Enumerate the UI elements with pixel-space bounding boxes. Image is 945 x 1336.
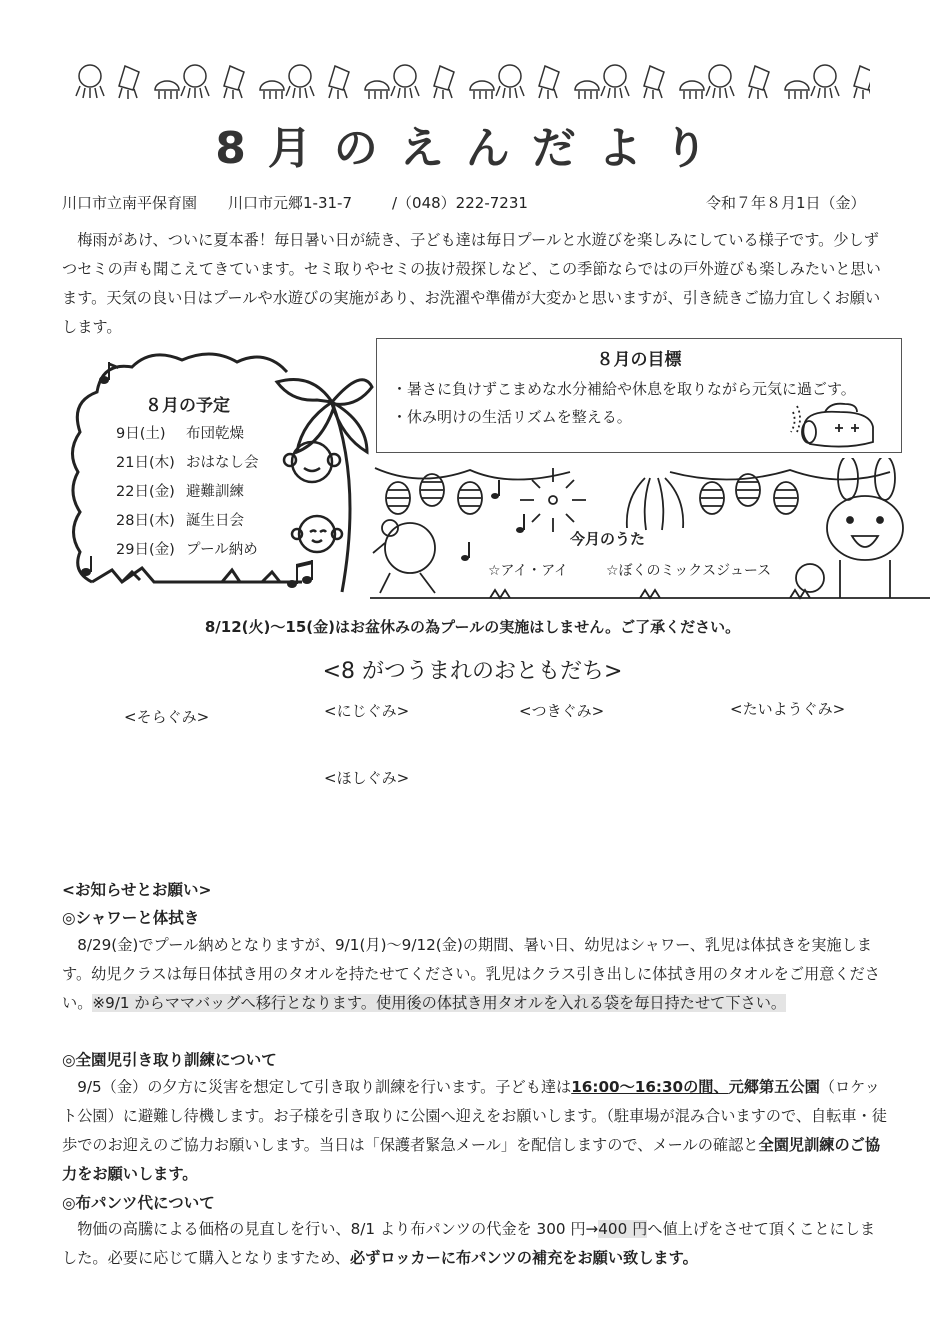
schedule-event: おはなし会 (186, 455, 259, 471)
class-sora: <そらぐみ> (124, 708, 210, 726)
pants-text: 物価の高騰による価格の見直しを行い、8/1 より布パンツの代金を 300 円→ (77, 1220, 599, 1238)
issue-date: 令和７年８月1日（金） (706, 194, 866, 212)
drill-text: （ロケット公園）に避難し待機します。お子様を引き取りに公園へ迎えをお願いします。（駐車場が混み合いますので、自転車・徒歩でのお迎えのご協力お願いします。当日は「保護者緊急メール」を配信しますので、メールの確認と (62, 1078, 887, 1154)
water-bottle-icon (785, 402, 885, 452)
schedule-event: 避難訓練 (186, 484, 244, 500)
schedule-item (116, 480, 244, 501)
pants-text: へ値上げをさせて頂くことにしました。必要に応じて購入となりますため、 (62, 1220, 876, 1267)
schedule-date: 9日(土) (116, 426, 166, 442)
org-phone: /（048）222-7231 (392, 194, 528, 212)
org-name: 川口市立南平保育園 (62, 194, 198, 212)
pants-paragraph (62, 1215, 888, 1273)
schedule-title: ８月の予定 (145, 396, 230, 416)
squid-icon (119, 66, 139, 99)
drill-request: 全園児訓練のご協力をお願いします。 (62, 1136, 880, 1183)
class-tsuki: <つきぐみ> (519, 702, 605, 720)
bear-icon (373, 520, 435, 593)
class-taiyou: <たいようぐみ> (730, 700, 846, 718)
summer-festival-illustration (370, 458, 930, 608)
schedule-event: プール納め (186, 542, 258, 558)
class-niji: <にじぐみ> (324, 702, 410, 720)
class-hoshi: <ほしぐみ> (324, 769, 410, 787)
sea-creature-border (70, 58, 870, 108)
shower-highlight: ※9/1 からママバッグへ移行となります。使用後の体拭き用タオルを入れる袋を毎日持たせて下さい。 (92, 994, 787, 1012)
pool-notice: 8/12(火)～15(金)はお盆休みの為プールの実施はしません。ご了承ください。 (204, 618, 741, 636)
schedule-date: 29日(金) (116, 542, 175, 558)
schedule-event: 布団乾燥 (186, 426, 244, 442)
schedule-item (116, 422, 244, 443)
intro-paragraph: 梅雨があけ、ついに夏本番！毎日暑い日が続き、子ども達は毎日プールと水遊びを楽しみにしている様子です。少しずつセミの声も聞こえてきています。セミ取りやセミの抜け殻探しなど、この季節ならではの戸外遊びも楽しみたいと思います。天気の良い日はプールや水遊びの実施があり、お洗濯や準備が大変かと思いますが、引き続きご協力宜しくお願いします。 (62, 231, 881, 336)
monkey-icon (284, 442, 342, 552)
schedule-item (116, 538, 258, 559)
schedule-event: 誕生日会 (186, 513, 244, 529)
drill-place: 元郷第五公園 (728, 1078, 820, 1096)
schedule-item (116, 509, 244, 530)
shower-paragraph (62, 931, 888, 1018)
drill-title: ◎全園児引き取り訓練について (62, 1051, 277, 1069)
jellyfish-icon (155, 81, 179, 99)
notices-heading: <お知らせとお願い> (62, 881, 212, 899)
shower-text: 8/29(金)でプール納めとなりますが、9/1(月)～9/12(金)の期間、暑い日、幼児はシャワー、乳児は体拭きを実施します。幼児クラスは毎日体拭き用のタオルを持たせてください。乳児はクラス引き出しに体拭き用のタオルをご用意ください。 (62, 936, 880, 1012)
schedule-date: 22日(金) (116, 484, 175, 500)
org-address: 川口市元郷1-31-7 (228, 194, 352, 212)
schedule-item (116, 451, 259, 472)
pants-new-price: 400 円 (598, 1220, 648, 1238)
page-title: 8月のえんだより (215, 123, 730, 174)
pants-request: 必ずロッカーに布パンツの補充をお願い致します。 (349, 1249, 698, 1267)
goal-item: ・休み明けの生活リズムを整える。 (392, 408, 632, 426)
palm-tree-icon (277, 380, 372, 593)
song-item: ☆アイ・アイ (488, 563, 569, 579)
song-title: 今月のうた (570, 530, 646, 548)
octopus-icon (76, 65, 104, 98)
goal-item: ・暑さに負けずこまめな水分補給や休息を取りながら元気に過ごす。 (392, 380, 856, 398)
birthday-title: <8 がつうまれのおともだち> (322, 659, 623, 684)
schedule-date: 21日(木) (116, 455, 175, 471)
schedule-date: 28日(木) (116, 513, 175, 529)
drill-text: 9/5（金）の夕方に災害を想定して引き取り訓練を行います。子ども達は (77, 1078, 572, 1096)
music-note-icon (461, 480, 525, 561)
drill-time: 16:00～16:30の間、 (571, 1078, 729, 1096)
shower-title: ◎シャワーと体拭き (62, 909, 200, 927)
goals-title: ８月の目標 (596, 350, 682, 370)
drill-paragraph (62, 1073, 888, 1189)
pants-title: ◎布パンツ代について (62, 1194, 215, 1212)
song-item: ☆ぼくのミックスジュース (606, 563, 772, 579)
